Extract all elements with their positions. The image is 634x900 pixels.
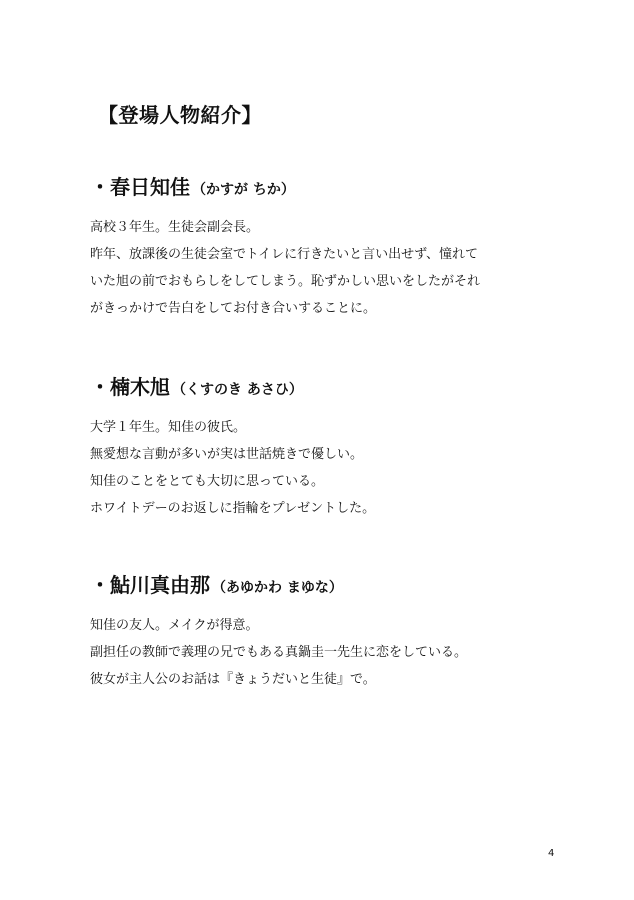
character-heading (90, 570, 560, 600)
description-line: ホワイトデーのお返しに指輪をプレゼントした。 (90, 501, 376, 516)
character-entry-kasuga-chika (90, 172, 560, 322)
description-line: 昨年、放課後の生徒会室でトイレに行きたいと言い出せず、憧れて (90, 247, 479, 262)
description-line: 副担任の教師で義理の兄でもある真鍋圭一先生に恋をしている。 (90, 645, 468, 660)
description-line: 彼女が主人公のお話は『きょうだいと生徒』で。 (90, 672, 376, 687)
character-reading: （あゆかわ まゆな） (212, 580, 343, 596)
description-line: 大学１年生。知佳の彼氏。 (90, 420, 247, 435)
page-number: 4 (548, 848, 555, 859)
character-reading: （くすのき あさひ） (172, 382, 303, 398)
character-reading: （かすが ちか） (192, 182, 295, 198)
character-description (90, 612, 560, 693)
character-description (90, 214, 560, 322)
page-title: 【登場人物紹介】 (98, 103, 262, 127)
character-name: ・春日知佳 (90, 175, 190, 199)
description-line: がきっかけで告白をしてお付き合いすることに。 (90, 301, 377, 316)
description-line: 知佳の友人。メイクが得意。 (90, 618, 259, 633)
description-line: 高校３年生。生徒会副会長。 (90, 220, 260, 235)
character-heading (90, 172, 560, 202)
character-name: ・鮎川真由那 (90, 573, 210, 597)
character-description (90, 414, 560, 522)
character-name: ・楠木旭 (90, 375, 170, 399)
character-heading (90, 372, 560, 402)
description-line: 知佳のことをとても大切に思っている。 (90, 474, 325, 489)
description-line: いた旭の前でおもらしをしてしまう。恥ずかしい思いをしたがそれ (90, 274, 481, 289)
description-line: 無愛想な言動が多いが実は世話焼きで優しい。 (90, 447, 364, 462)
character-entry-kusunoki-asahi (90, 372, 560, 522)
character-entry-ayukawa-mayuna (90, 570, 560, 693)
